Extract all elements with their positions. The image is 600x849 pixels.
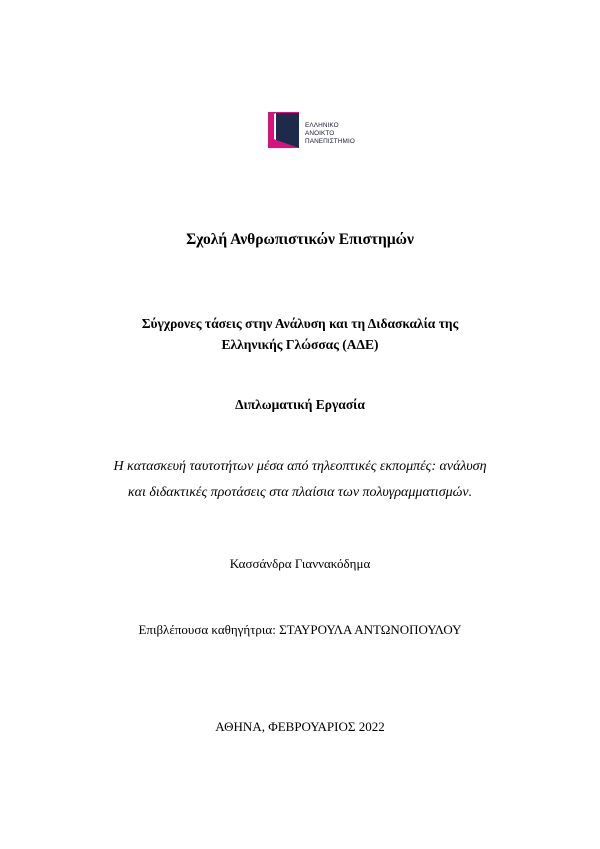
logo-mark-icon <box>266 110 304 152</box>
thesis-title-line-2: και διδακτικές προτάσεις στα πλαίσια των πολυγραμματισμών. <box>127 485 473 500</box>
logo-text-line-3: ΠΑΝΕΠΙΣΤΗΜΙΟ <box>305 138 355 146</box>
university-logo <box>266 110 376 152</box>
thesis-title-line-1: Η κατασκευή ταυτοτήτων μέσα από τηλεοπτικές εκπομπές: ανάλυση <box>113 459 487 474</box>
supervisor: Επιβλέπουσα καθηγήτρια: ΣΤΑΥΡΟΥΛΑ ΑΝΤΩΝΟΠΟΥΛΟΥ <box>138 622 462 637</box>
logo-text-line-2: ΑΝΟΙΚΤΟ <box>305 130 335 138</box>
program-title-line-2: Ελληνικής Γλώσσας (ΑΔΕ) <box>221 337 379 352</box>
program-title-line-1: Σύγχρονες τάσεις στην Ανάλυση και τη Διδασκαλία της <box>141 316 459 331</box>
author-name: Κασσάνδρα Γιαννακόδημα <box>229 556 371 571</box>
logo-text-line-1: ΕΛΛΗΝΙΚΟ <box>305 122 339 129</box>
place-date: ΑΘΗΝΑ, ΦΕΒΡΟΥΑΡΙΟΣ 2022 <box>215 719 385 734</box>
document-type: Διπλωματική Εργασία <box>235 397 365 412</box>
school-name: Σχολή Ανθρωπιστικών Επιστημών <box>186 231 414 248</box>
logo-text <box>305 122 355 147</box>
